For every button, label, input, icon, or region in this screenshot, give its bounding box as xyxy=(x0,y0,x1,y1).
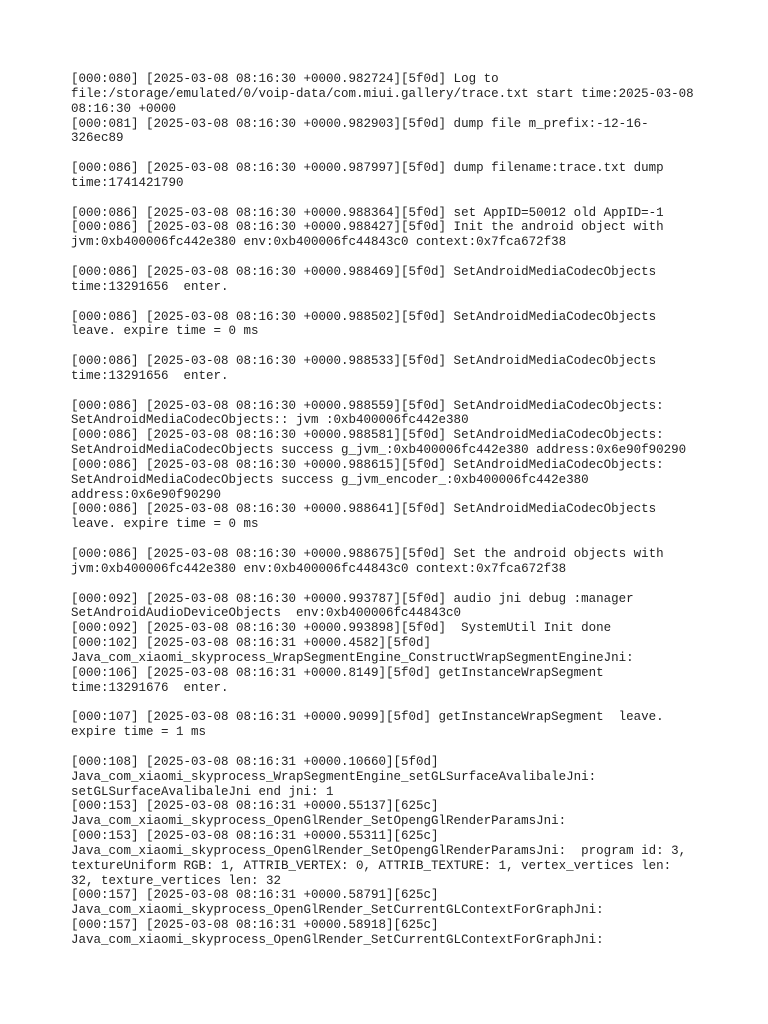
log-entry: [000:086] [2025-03-08 08:16:30 +0000.988581][5f0d] SetAndroidMediaCodecObjects: SetAndroidMediaCodecObjects success g_jvm_:0xb400006fc442e380 address:0x6e90f90290 xyxy=(71,428,687,458)
log-document xyxy=(71,72,711,948)
log-entry: [000:086] [2025-03-08 08:16:30 +0000.988502][5f0d] SetAndroidMediaCodecObjects leave. expire time = 0 ms xyxy=(71,309,657,339)
log-entry: [000:107] [2025-03-08 08:16:31 +0000.9099][5f0d] getInstanceWrapSegment leave. expire time = 1 ms xyxy=(71,710,664,740)
log-entry: [000:086] [2025-03-08 08:16:30 +0000.988559][5f0d] SetAndroidMediaCodecObjects: SetAndroidMediaCodecObjects:: jvm :0xb400006fc442e380 xyxy=(71,398,664,428)
log-entry: [000:086] [2025-03-08 08:16:30 +0000.988469][5f0d] SetAndroidMediaCodecObjects time:13291656 enter. xyxy=(71,264,657,294)
log-entry: [000:153] [2025-03-08 08:16:31 +0000.55311][625c] Java_com_xiaomi_skyprocess_OpenGlRender_SetOpengGlRenderParamsJni: program id: 3, textureUniform RGB: 1, ATTRIB_VERTEX: 0, ATTRIB_TEXTURE: 1, vertex_vertices len: 32, texture_vertices len: 32 xyxy=(71,829,687,888)
log-entry: [000:157] [2025-03-08 08:16:31 +0000.58918][625c] Java_com_xiaomi_skyprocess_OpenGlRender_SetCurrentGLContextForGraphJni: xyxy=(71,918,604,947)
log-entry: [000:086] [2025-03-08 08:16:30 +0000.988364][5f0d] set AppID=50012 old AppID=-1 xyxy=(71,205,664,220)
log-entry: [000:086] [2025-03-08 08:16:30 +0000.988675][5f0d] Set the android objects with jvm:0xb400006fc442e380 env:0xb400006fc44843c0 context:0x7fca672f38 xyxy=(71,547,664,576)
log-entry: [000:080] [2025-03-08 08:16:30 +0000.982724][5f0d] Log to file:/storage/emulated/0/voip-data/com.miui.gallery/trace.txt start time:2025-03-08 08:16:30 +0000 xyxy=(71,72,694,116)
log-entry: [000:081] [2025-03-08 08:16:30 +0000.982903][5f0d] dump file m_prefix:-12-16- 326ec89 xyxy=(71,116,649,146)
log-entry: [000:092] [2025-03-08 08:16:30 +0000.993898][5f0d] SystemUtil Init done xyxy=(71,621,612,636)
log-entry: [000:102] [2025-03-08 08:16:31 +0000.4582][5f0d] Java_com_xiaomi_skyprocess_WrapSegmentEngine_ConstructWrapSegmentEngineJni: xyxy=(71,636,634,665)
log-entry: [000:086] [2025-03-08 08:16:30 +0000.987997][5f0d] dump filename:trace.txt dump time:1741421790 xyxy=(71,161,664,190)
log-entry: [000:153] [2025-03-08 08:16:31 +0000.55137][625c] Java_com_xiaomi_skyprocess_OpenGlRender_SetOpengGlRenderParamsJni: xyxy=(71,799,567,829)
log-entry: [000:106] [2025-03-08 08:16:31 +0000.8149][5f0d] getInstanceWrapSegment time:13291676 enter. xyxy=(71,665,604,695)
log-entry: [000:086] [2025-03-08 08:16:30 +0000.988533][5f0d] SetAndroidMediaCodecObjects time:13291656 enter. xyxy=(71,354,657,383)
log-entry: [000:092] [2025-03-08 08:16:30 +0000.993787][5f0d] audio jni debug :manager SetAndroidAudioDeviceObjects env:0xb400006fc44843c0 xyxy=(71,591,634,621)
log-entry: [000:086] [2025-03-08 08:16:30 +0000.988615][5f0d] SetAndroidMediaCodecObjects: SetAndroidMediaCodecObjects success g_jvm_encoder_:0xb400006fc442e380 address:0x6e90f90290 xyxy=(71,457,664,502)
log-entry: [000:086] [2025-03-08 08:16:30 +0000.988427][5f0d] Init the android object with jvm:0xb400006fc442e380 env:0xb400006fc44843c0 context:0x7fca672f38 xyxy=(71,220,664,250)
log-entry: [000:157] [2025-03-08 08:16:31 +0000.58791][625c] Java_com_xiaomi_skyprocess_OpenGlRender_SetCurrentGLContextForGraphJni: xyxy=(71,888,604,918)
log-entry: [000:108] [2025-03-08 08:16:31 +0000.10660][5f0d] Java_com_xiaomi_skyprocess_WrapSegmentEngine_setGLSurfaceAvalibaleJni: setGLSurfaceAvalibaleJni end jni: 1 xyxy=(71,754,597,799)
log-entry: [000:086] [2025-03-08 08:16:30 +0000.988641][5f0d] SetAndroidMediaCodecObjects leave. expire time = 0 ms xyxy=(71,502,657,532)
